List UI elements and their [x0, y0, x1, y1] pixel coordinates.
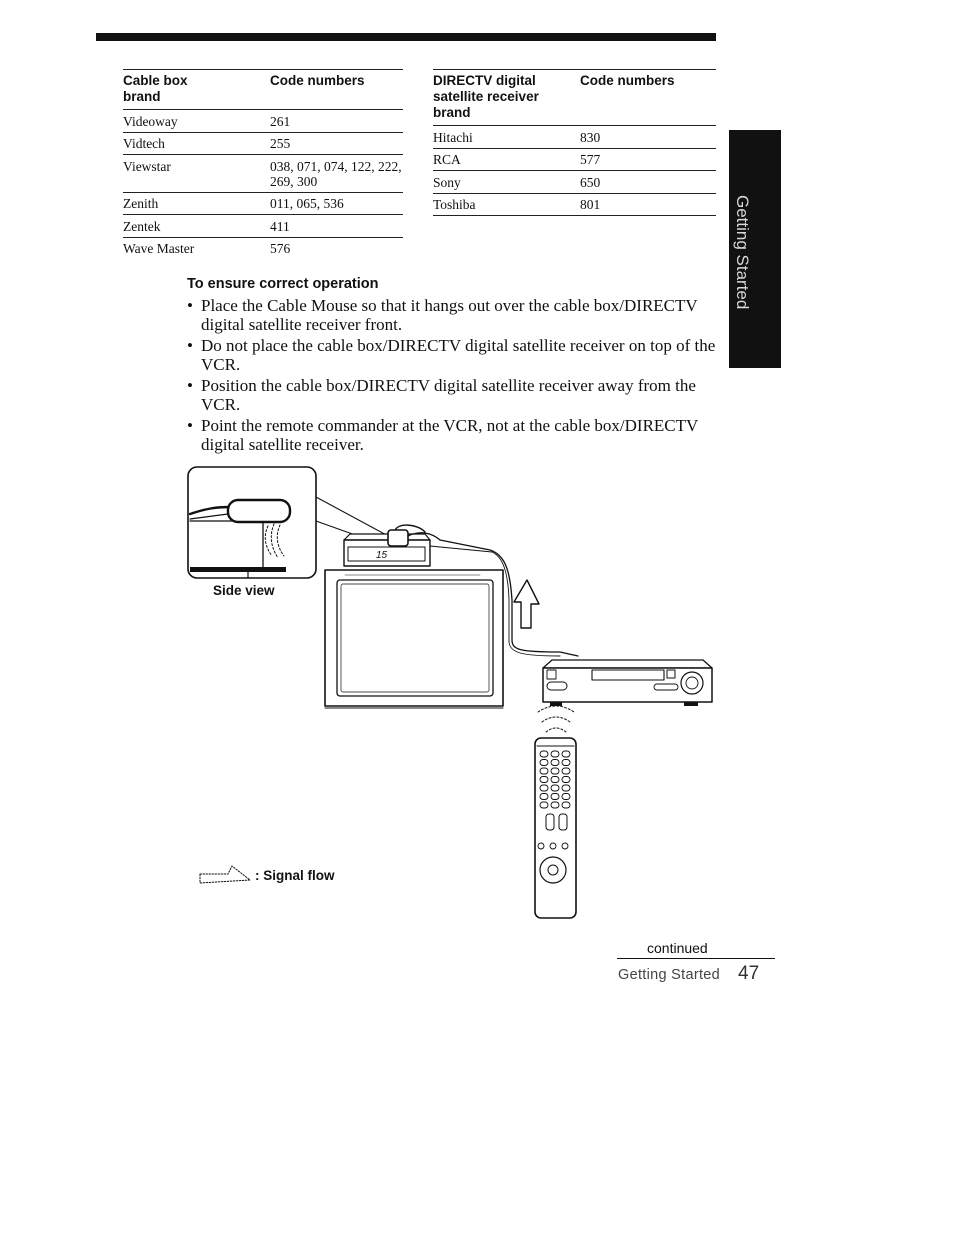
code-numbers-cell: 038, 071, 074, 122, 222, 269, 300 [270, 158, 402, 189]
cable-box-display-text: 15 [376, 550, 388, 561]
section-side-tab [729, 130, 781, 368]
cable-box [344, 534, 430, 566]
brand-cell: RCA [433, 152, 461, 167]
side-view-inset [188, 467, 316, 578]
bullet-line: Position the cable box/DIRECTV digital satellite receiver away from the [201, 376, 696, 395]
brand-cell: Zenith [123, 196, 159, 211]
brand-cell: Videoway [123, 113, 178, 129]
code-numbers-cell: 830 [580, 129, 601, 145]
brand-cell: Viewstar [123, 158, 171, 174]
zoom-line [316, 497, 392, 538]
setup-illustration [180, 455, 740, 930]
code-numbers-cell: 261 [270, 113, 291, 129]
tv-cabinet [325, 570, 503, 706]
table-row [123, 238, 403, 260]
code-numbers-cell: 255 [270, 136, 291, 151]
bullet-glyph: • [187, 416, 193, 435]
table-header [123, 70, 403, 110]
brand-header-text: DIRECTV digital satellite receiver brand [433, 73, 539, 120]
footer-section-title: Getting Started [618, 967, 721, 983]
continued-rule [617, 958, 775, 959]
top-rule-bar [96, 33, 716, 41]
vcr [543, 660, 712, 706]
bullet-glyph: • [187, 336, 193, 355]
list-item [187, 416, 717, 454]
table-header [433, 70, 716, 126]
vcr-foot [684, 702, 698, 706]
bullet-line: VCR. [201, 355, 241, 374]
code-numbers-cell: 801 [580, 197, 601, 212]
side-tab-label: Getting Started [733, 195, 752, 310]
cable-mouse [228, 500, 290, 522]
brand-header-text: Cable box brand [123, 73, 188, 104]
table-row [433, 126, 716, 149]
signal-wave [546, 728, 566, 732]
table-row [433, 171, 716, 194]
code-numbers-cell: 577 [580, 152, 601, 167]
signal-flow-legend-label: : Signal flow [255, 868, 335, 883]
cable-box-top [344, 534, 430, 540]
signal-flow-icon [200, 866, 250, 883]
brand-cell: Hitachi [433, 129, 473, 145]
remote-commander [535, 738, 576, 918]
brand-cell: Sony [433, 174, 461, 190]
directv-code-table [433, 69, 716, 216]
cable-box-base [190, 567, 286, 572]
bullet-glyph: • [187, 376, 193, 395]
page-number: 47 [738, 963, 760, 984]
codes-column-header: Code numbers [270, 73, 365, 88]
signal-wave [538, 706, 574, 712]
section-heading: To ensure correct operation [187, 276, 379, 292]
bullet-line: digital satellite receiver front. [201, 315, 403, 334]
continued-label: continued [647, 940, 708, 956]
table-row [123, 155, 403, 193]
table-body [433, 126, 716, 216]
code-numbers-cell: 411 [270, 218, 290, 234]
list-item [187, 376, 717, 414]
table-row [123, 133, 403, 156]
brand-cell: Wave Master [123, 241, 195, 256]
table-row [433, 194, 716, 217]
brand-cell: Zentek [123, 218, 161, 234]
bullet-list [187, 296, 717, 456]
bullet-line: Place the Cable Mouse so that it hangs out over the cable box/DIRECTV [201, 296, 698, 315]
table-row [433, 149, 716, 172]
brand-column-header [433, 73, 580, 121]
side-view-label: Side view [213, 583, 275, 598]
brand-column-header [123, 73, 270, 105]
code-numbers-cell: 576 [270, 241, 291, 256]
cable-mouse [388, 530, 408, 546]
brand-cell: Vidtech [123, 136, 165, 151]
code-numbers-cell: 650 [580, 174, 601, 190]
table-row [123, 110, 403, 133]
codes-column-header: Code numbers [580, 73, 675, 88]
tv [325, 570, 503, 708]
bullet-line: Point the remote commander at the VCR, not at the cable box/DIRECTV [201, 416, 699, 435]
list-item [187, 336, 717, 374]
bullet-glyph: • [187, 296, 193, 315]
table-row [123, 215, 403, 238]
vcr-foot [550, 702, 562, 706]
code-numbers-cell: 011, 065, 536 [270, 196, 344, 211]
bullet-line: digital satellite receiver. [201, 435, 364, 454]
vcr-top [543, 660, 712, 668]
signal-wave [542, 717, 570, 722]
signal-arrow-icon [514, 580, 539, 628]
brand-cell: Toshiba [433, 197, 476, 212]
bullet-line: Do not place the cable box/DIRECTV digital satellite receiver on top of the [201, 336, 716, 355]
cable-box-code-table [123, 69, 403, 259]
bullet-line: VCR. [201, 395, 241, 414]
table-body [123, 110, 403, 259]
table-row [123, 193, 403, 216]
list-item [187, 296, 717, 334]
